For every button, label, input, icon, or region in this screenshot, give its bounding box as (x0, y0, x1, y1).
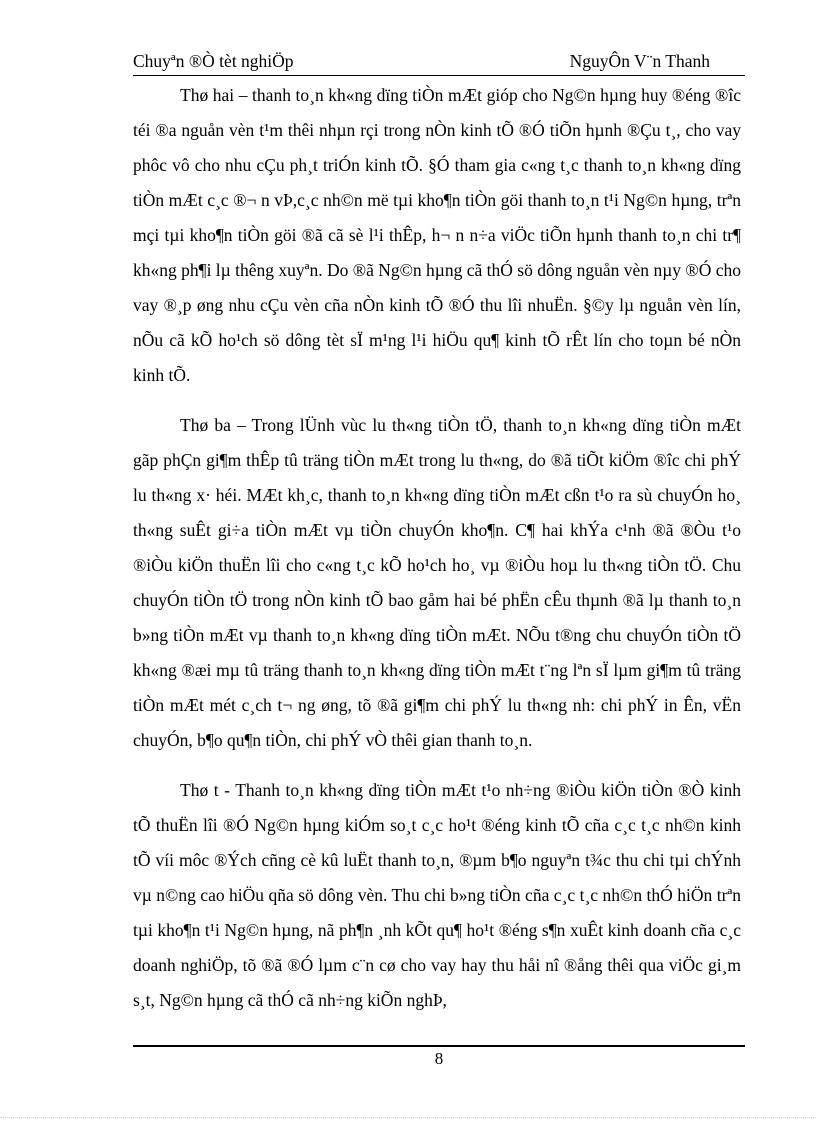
header-document-type: Chuyªn ®Ò tèt nghiÖp (133, 51, 294, 71)
header-author-name: NguyÔn V¨n Thanh (569, 51, 710, 71)
page-header (133, 51, 745, 77)
footer-divider (133, 1045, 745, 1047)
document-body (133, 78, 741, 1018)
page-number: 8 (434, 1049, 444, 1068)
paragraph-fourth-point: Thø t - Thanh to¸n kh«ng dïng tiÒn mÆt t¹o nh÷ng ®iÒu kiÖn tiÒn ®Ò kinh tÕ thuËn lîi ®Ó Ng©n hµng kiÓm so¸t c¸c ho¹t ®éng kinh tÕ cña c¸c t¸c nh©n kinh tÕ víi môc ®Ých cñng cè kû luËt thanh to¸n, ®µm b¶o nguyªn t¾c thu chi tµi chÝnh vµ n©ng cao hiÖu qña sö dông vèn. Thu chi b»ng tiÒn cña c¸c t¸c nh©n thÓ hiÖn trªn tµi kho¶n t¹i Ng©n hµng, nã ph¶n ¸nh kÕt qu¶ ho¹t ®éng s¶n xuÊt kinh doanh cña c¸c doanh nghiÖp, tõ ®ã ®Ó lµm c¨n cø cho vay hay thu håi nî ®ång thêi qua viÖc gi¸m s¸t, Ng©n hµng cã thÓ cã nh÷ng kiÕn nghÞ, (133, 780, 741, 1010)
page-bottom-edge (0, 1117, 816, 1118)
paragraph-third-point: Thø ba – Trong lÜnh vùc lu th«ng tiÒn tÖ, thanh to¸n kh«ng dïng tiÒn mÆt gãp phÇn gi¶m thÊp tû träng tiÒn mÆt trong lu th«ng, do ®ã tiÕt kiÖm ®îc chi phÝ lu th«ng x· héi. MÆt kh¸c, thanh to¸n kh«ng dïng tiÒn mÆt cßn t¹o ra sù chuyÓn ho¸ th«ng suÊt gi÷a tiÒn mÆt vµ tiÒn chuyÓn kho¶n. C¶ hai khÝa c¹nh ®ã ®Òu t¹o ®iÒu kiÖn thuËn lîi cho c«ng t¸c kÕ ho¹ch ho¸ vµ ®iÒu hoµ lu th«ng tiÒn tÖ. Chu chuyÓn tiÒn tÖ trong nÒn kinh tÕ bao gåm hai bé phËn cÊu thµnh ®ã lµ thanh to¸n b»ng tiÒn mÆt vµ thanh to¸n kh«ng dïng tiÒn mÆt. NÕu t®ng chu chuyÓn tiÒn tÖ kh«ng ®æi mµ tû träng thanh to¸n kh«ng dïng tiÒn mÆt t¨ng lªn sÏ lµm gi¶m tû träng tiÒn mÆt mét c¸ch t¬ ng øng, tõ ®ã gi¶m chi phÝ lu th«ng nh: chi phÝ in Ên, vËn chuyÓn, b¶o qu¶n tiÒn, chi phÝ vÒ thêi gian thanh to¸n. (133, 415, 741, 750)
paragraph-second-point: Thø hai – thanh to¸n kh«ng dïng tiÒn mÆt gióp cho Ng©n hµng huy ®éng ®îc téi ®a nguån vèn t¹m thêi nhµn rçi trong nÒn kinh tÕ ®Ó tiÕn hµnh ®Çu t¸, cho vay phôc vô cho nhu cÇu ph¸t triÓn kinh tÕ. §Ó tham gia c«ng t¸c thanh to¸n kh«ng dïng tiÒn mÆt c¸c ®¬ n vÞ,c¸c nh©n më tµi kho¶n tiÒn göi thanh to¸n t¹i Ng©n hµng, trªn mçi tµi kho¶n tiÒn göi ®ã cã sè l¹i thÊp, h¬ n n÷a viÖc tiÕn hµnh thanh to¸n chi tr¶ kh«ng ph¶i lµ thêng xuyªn. Do ®ã Ng©n hµng cã thÓ sö dông nguån vèn nµy ®Ó cho vay ®¸p øng nhu cÇu vèn cña nÒn kinh tÕ ®Ó thu lîi nhuËn. §©y lµ nguån vèn lín, nÕu cã kÕ ho¹ch sö dông tèt sÏ m¹ng l¹i hiÖu qu¶ kinh tÕ rÊt lín cho toµn bé nÒn kinh tÕ. (133, 85, 741, 385)
header-divider (133, 75, 745, 76)
